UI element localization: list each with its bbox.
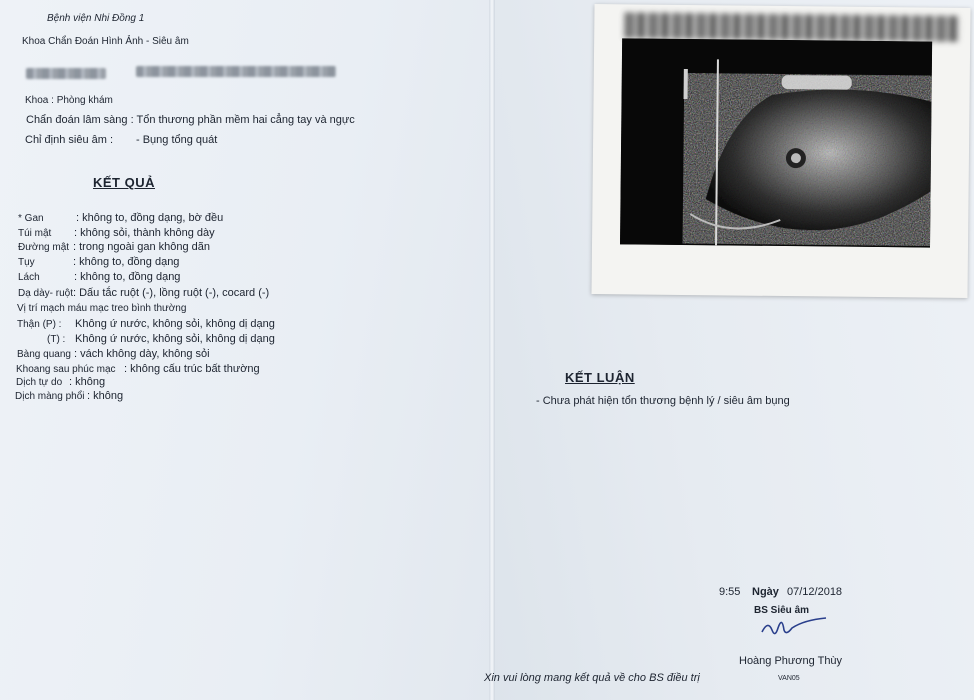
result-label: Bàng quang <box>17 349 71 360</box>
ultrasound-photo <box>591 4 970 298</box>
result-value: : không sỏi, thành không dày <box>74 227 215 239</box>
report-date: 07/12/2018 <box>787 586 843 598</box>
result-value: : không <box>87 390 124 402</box>
result-label: Dịch tự do <box>16 377 63 388</box>
result-label: (T) : <box>47 334 66 345</box>
redacted-photo-header <box>624 12 959 42</box>
result-label: Đường mật <box>18 242 70 253</box>
doctor-signature <box>760 610 830 640</box>
result-value: Không ứ nước, không sỏi, không dị dạng <box>75 318 275 330</box>
footer-note: Xin vui lòng mang kết quả về cho BS điều trị <box>484 672 700 684</box>
ultrasound-image <box>620 38 932 247</box>
result-label: Vị trí mạch máu mạc treo bình thường <box>17 303 187 314</box>
result-label: Khoang sau phúc mạc <box>16 364 116 375</box>
result-value: : trong ngoài gan không dãn <box>73 241 211 253</box>
result-value: : Dấu tắc ruột (-), lồng ruột (-), cocard (-) <box>73 287 270 299</box>
result-value: : không to, đồng dạng <box>73 256 180 268</box>
department-name: Khoa Chẩn Đoán Hình Ảnh - Siêu âm <box>22 36 189 47</box>
result-value: : không to, đồng dạng <box>74 271 181 283</box>
date-label: Ngày <box>752 586 779 598</box>
indication-value: - Bụng tổng quát <box>136 134 218 146</box>
result-label: Dịch màng phổi <box>15 391 85 402</box>
report-time: 9:55 <box>719 586 741 598</box>
result-label: Dạ dày- ruột <box>18 288 74 299</box>
result-label: * Gan <box>18 213 44 224</box>
page-fold <box>489 0 495 700</box>
result-value: : không <box>69 376 106 388</box>
redacted-patient-name <box>136 66 336 77</box>
result-value: : không to, đồng dạng, bờ đều <box>76 212 224 224</box>
results-heading: KẾT QUẢ <box>93 175 155 190</box>
conclusion-text: - Chưa phát hiện tổn thương bệnh lý / siêu âm bụng <box>536 395 790 407</box>
patient-department: Khoa : Phòng khám <box>25 95 113 106</box>
result-label: Thận (P) : <box>17 319 62 330</box>
result-value: : vách không dày, không sỏi <box>74 348 210 360</box>
result-label: Túi mật <box>18 228 52 239</box>
result-label: Tụy <box>18 257 35 268</box>
result-label: Lách <box>18 272 40 283</box>
result-value: : không cấu trúc bất thường <box>124 363 260 375</box>
indication-label: Chỉ định siêu âm : <box>25 134 114 146</box>
clinical-diagnosis: Chẩn đoán lâm sàng : Tổn thương phần mềm hai cẳng tay và ngực <box>26 114 355 126</box>
hospital-name: Bệnh viện Nhi Đồng 1 <box>47 13 145 24</box>
doctor-title: BS Siêu âm <box>754 605 810 616</box>
conclusion-heading: KẾT LUẬN <box>565 370 635 385</box>
doctor-code: VAN05 <box>778 675 800 682</box>
doctor-name: Hoàng Phương Thùy <box>739 655 843 667</box>
redacted-patient-id <box>26 68 106 79</box>
result-value: Không ứ nước, không sỏi, không dị dạng <box>75 333 275 345</box>
